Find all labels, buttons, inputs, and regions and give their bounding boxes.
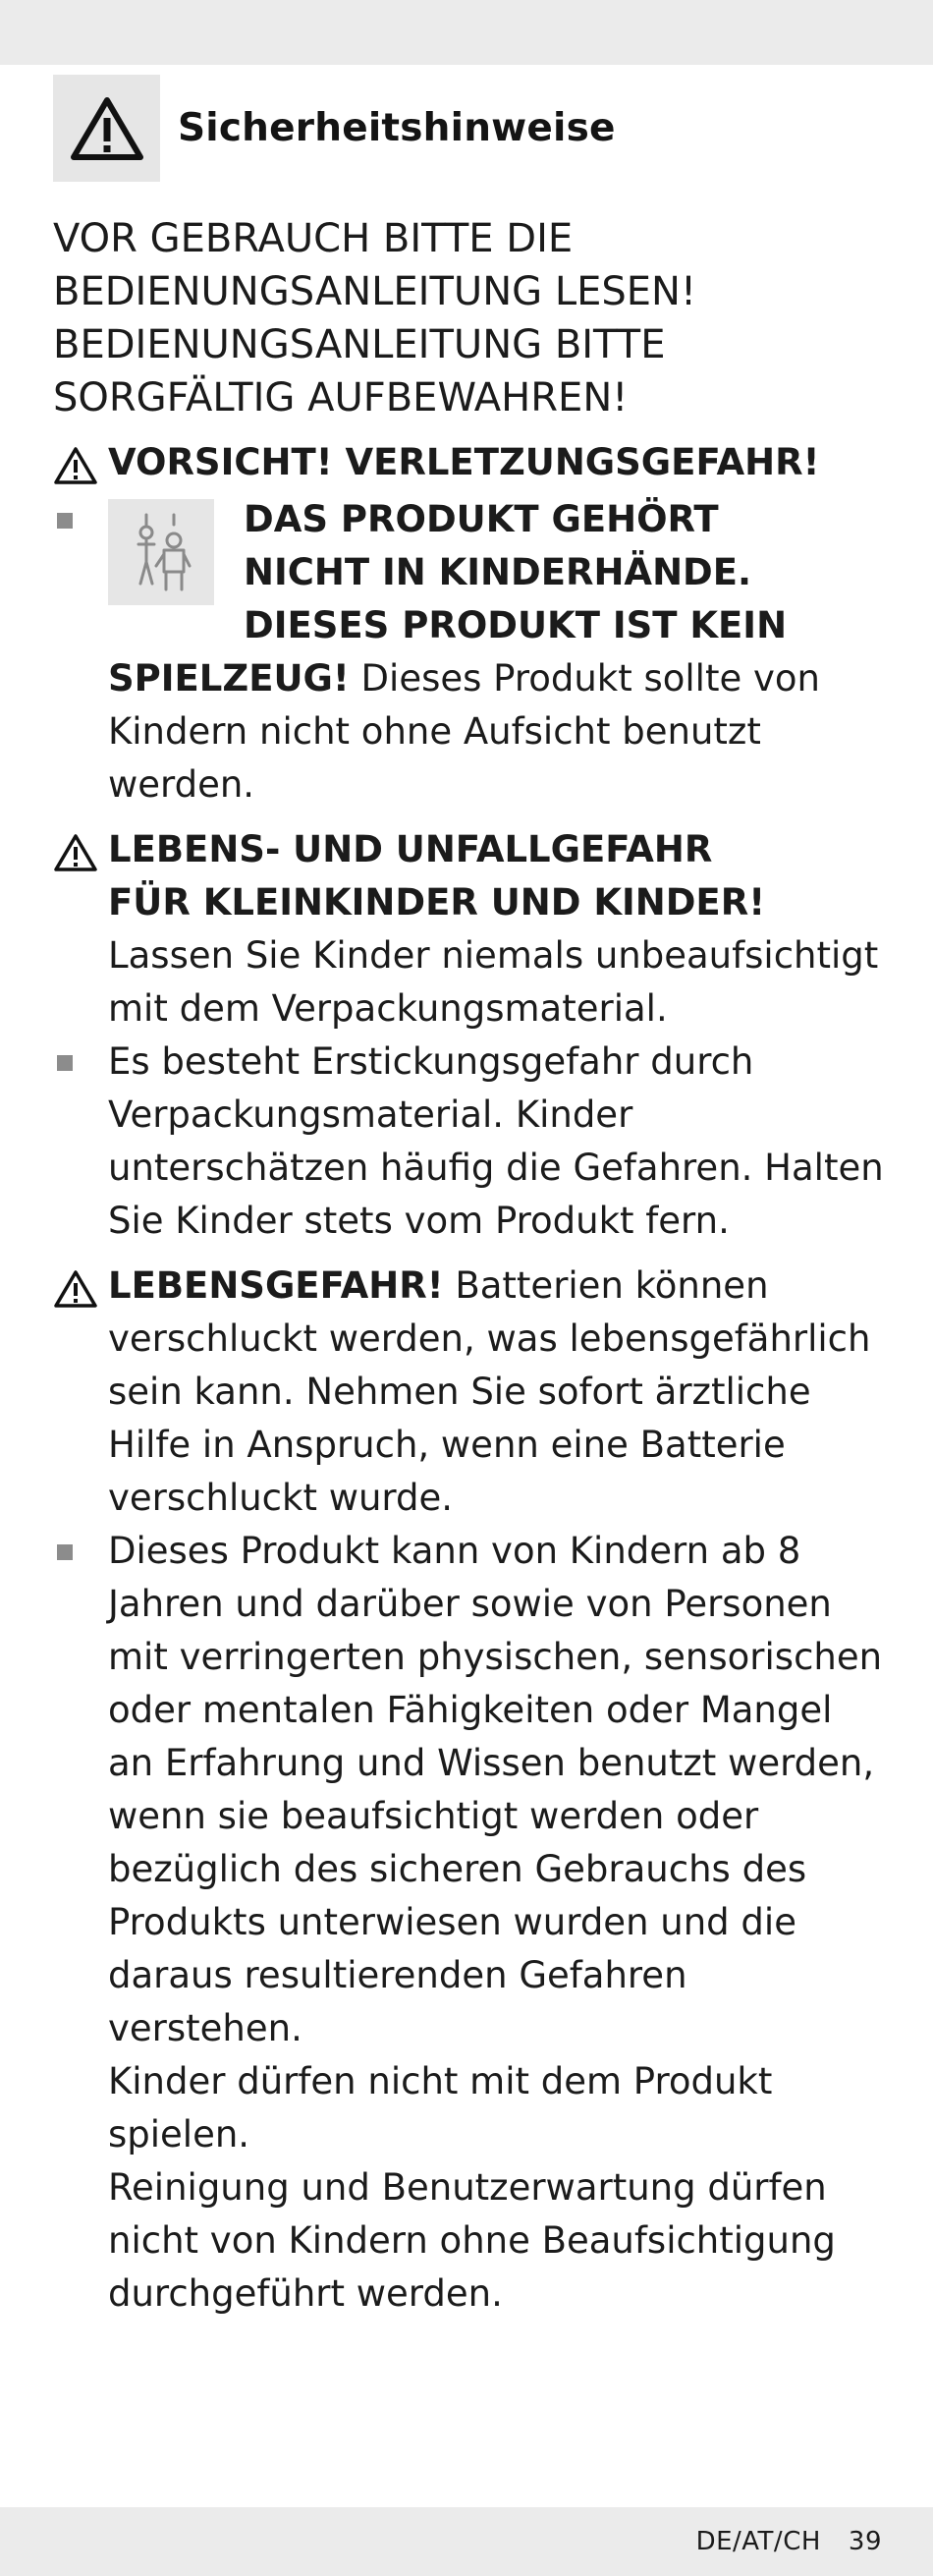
bullet-square (57, 513, 73, 529)
caution-heading: VORSICHT! VERLETZUNGSGEFAHR! (53, 436, 888, 489)
list-item (53, 1525, 888, 2321)
intro-notice (53, 212, 888, 424)
page-footer (696, 2527, 882, 2556)
children-danger-text: Lassen Sie Kinder niemals unbeaufsichtigt mit dem Verpackungsmaterial. (108, 934, 879, 1030)
usage-text: Dieses Produkt kann von Kindern ab 8 Jahren und darüber sowie von Personen mit verringerten physischen, sensorischen oder mentalen Fähigkeiten oder Mangel an Erfahrung und Wissen benutzt werden, wenn sie beaufsichtigt werden oder bezüglich des sicheren Gebrauchs des Produkts unterwiesen wurden und die daraus resultierenden Gefahren verstehen. (108, 1530, 883, 2049)
usage-text: Kinder dürfen nicht mit dem Produkt spielen. (108, 2060, 773, 2156)
warning-triangle-icon (53, 833, 98, 872)
intro-line: BEDIENUNGSANLEITUNG BITTE (53, 322, 666, 367)
page-title: Sicherheitshinweise (178, 106, 616, 150)
intro-line: VOR GEBRAUCH BITTE DIE (53, 216, 574, 261)
list-item (53, 493, 888, 812)
section-header (53, 75, 616, 182)
caution-bold-line: DIESES PRODUKT IST KEIN (244, 604, 788, 646)
safety-content (53, 212, 888, 2321)
warning-triangle-icon (53, 446, 98, 485)
children-danger-heading: LEBENS- UND UNFALLGEFAHR (108, 828, 713, 870)
warning-triangle-icon (53, 75, 160, 182)
caution-text: Dieses Produkt sollte von Kindern nicht ohne Aufsicht benutzt werden. (108, 657, 820, 806)
suffocation-text: Es besteht Erstickungsgefahr durch Verpackungsmaterial. Kinder unterschätzen häufig die Gefahren. Halten Sie Kinder stets vom Produkt fern. (108, 1040, 884, 1242)
battery-danger-block (53, 1260, 888, 1525)
children-danger-heading: FÜR KLEINKINDER UND KINDER! (108, 881, 766, 924)
intro-line: BEDIENUNGSANLEITUNG LESEN! (53, 269, 696, 314)
caution-bold-line: DAS PRODUKT GEHÖRT (244, 498, 719, 540)
children-danger-block (53, 823, 888, 1036)
page-number: 39 (848, 2527, 882, 2556)
no-children-icon (108, 499, 214, 605)
caution-bold-line: NICHT IN KINDERHÄNDE. (244, 551, 752, 593)
list-item (53, 1036, 888, 1248)
battery-heading: LEBENSGEFAHR! (108, 1264, 444, 1307)
battery-text: Batterien können verschluckt werden, was lebensgefährlich sein kann. Nehmen Sie sofort ärztliche Hilfe in Anspruch, wenn eine Batterie verschluckt wurde. (108, 1264, 871, 1519)
top-band (0, 0, 933, 65)
warning-triangle-icon (53, 1269, 98, 1309)
usage-text: Reinigung und Benutzerwartung dürfen nicht von Kindern ohne Beaufsichtigung durchgeführt werden. (108, 2166, 836, 2315)
caution-bold-line: SPIELZEUG! (108, 657, 350, 700)
footer-region: DE/AT/CH (695, 2527, 821, 2556)
intro-line: SORGFÄLTIG AUFBEWAHREN! (53, 375, 629, 420)
